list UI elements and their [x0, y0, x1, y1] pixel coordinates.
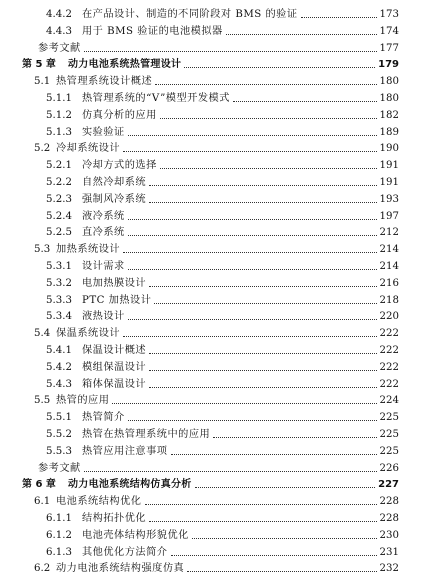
- toc-entry-title: 冷却方式的选择: [82, 160, 157, 172]
- toc-entry-number: 5.2: [34, 143, 51, 155]
- toc-entry-page: 222: [379, 345, 399, 356]
- dot-leader: [149, 387, 377, 388]
- toc-entry-title: 热管理系统设计概述: [56, 76, 153, 88]
- toc-entry-page: 232: [379, 563, 399, 575]
- toc-entry-number: 5.3.2: [46, 277, 72, 289]
- toc-entry-title: 热管应用注意事项: [82, 445, 168, 457]
- toc-entry-number: 5.3.4: [46, 311, 72, 323]
- toc-entry-number: 5.5: [34, 395, 51, 407]
- toc-entry-page: 220: [379, 311, 399, 323]
- dot-leader: [128, 269, 377, 270]
- dot-leader: [233, 101, 377, 102]
- dot-leader: [184, 67, 375, 68]
- toc-entry-title: 其他优化方法简介: [82, 546, 168, 558]
- toc-entry-title: PTC 加热设计: [82, 294, 152, 306]
- toc-entry-page: 222: [379, 361, 399, 373]
- toc-entry-number: 第 5 章: [22, 59, 56, 71]
- dot-leader: [149, 202, 377, 203]
- toc-entry-title: 直冷系统: [82, 227, 125, 239]
- toc-entry-number: 5.2.2: [46, 177, 72, 188]
- dot-leader: [195, 487, 375, 488]
- toc-entry-page: 197: [379, 210, 399, 222]
- toc-entry-page: 190: [379, 143, 399, 155]
- dot-leader: [187, 571, 377, 572]
- toc-entry-page: 225: [379, 412, 399, 424]
- toc-entry-number: 5.1.3: [46, 126, 72, 138]
- toc-entry-title: 电池壳体结构形貌优化: [82, 529, 189, 541]
- dot-leader: [160, 168, 377, 169]
- toc-entry-page: 226: [379, 462, 399, 474]
- dot-leader: [112, 403, 377, 404]
- toc-entry-page: 182: [379, 109, 399, 121]
- toc-entry-number: 5.2.4: [46, 210, 72, 222]
- toc-entry-title: 设计需求: [82, 261, 125, 272]
- toc-entry-number: 5.5.1: [46, 412, 72, 424]
- dot-leader: [213, 437, 377, 438]
- toc-entry-page: 230: [379, 529, 399, 541]
- toc-entry-number: 5.1.2: [46, 109, 72, 121]
- toc-entry-page: 191: [379, 177, 399, 188]
- toc-entry-page: 225: [379, 429, 399, 440]
- toc-entry-title: 在产品设计、制造的不同阶段对 BMS 的验证: [82, 9, 298, 20]
- toc-entry-page: 222: [379, 378, 399, 390]
- toc-entry-title: 保温设计概述: [82, 345, 147, 356]
- toc-entry-number: 5.2.5: [46, 227, 72, 239]
- toc-entry-page: 174: [379, 25, 399, 37]
- dot-leader: [128, 319, 377, 320]
- toc-entry-number: 4.4.3: [46, 25, 72, 37]
- dot-leader: [128, 219, 377, 220]
- toc-entry-number: 5.4.1: [46, 345, 72, 356]
- toc-entry-page: 228: [379, 496, 399, 508]
- toc-entry-title: 动力电池系统热管理设计: [68, 59, 182, 71]
- toc-entry-number: 5.5.2: [46, 429, 72, 440]
- toc-entry-title: 用于 BMS 验证的电池模拟器: [82, 25, 223, 37]
- toc-entry-title: 参考文献: [38, 462, 81, 474]
- toc-entry-title: 热管简介: [82, 412, 125, 424]
- toc-entry-page: 180: [379, 76, 399, 88]
- dot-leader: [171, 454, 377, 455]
- toc-entry-number: 6.1: [34, 496, 51, 508]
- toc-entry-page: 224: [379, 395, 399, 407]
- dot-leader: [128, 420, 377, 421]
- dot-leader: [149, 286, 377, 287]
- toc-entry-title: 热管在热管理系统中的应用: [82, 429, 211, 440]
- toc-entry-page: 214: [379, 261, 399, 272]
- dot-leader: [84, 471, 377, 472]
- toc-entry-title: 模组保温设计: [82, 361, 147, 373]
- toc-entry-page: 228: [379, 513, 399, 524]
- dot-leader: [123, 336, 377, 337]
- toc-entry-number: 5.2.3: [46, 193, 72, 205]
- toc-entry-title: 强制风冷系统: [82, 193, 147, 205]
- dot-leader: [155, 84, 377, 85]
- toc-entry-number: 第 6 章: [22, 479, 56, 491]
- dot-leader: [154, 303, 377, 304]
- toc-entry-number: 6.1.3: [46, 546, 72, 558]
- toc-entry-page: 227: [378, 479, 399, 491]
- dot-leader: [145, 504, 377, 505]
- dot-leader: [171, 555, 377, 556]
- toc-entry-number: 6.1.1: [46, 513, 72, 524]
- toc-entry[interactable]: [0, 558, 427, 579]
- toc-entry-page: 179: [378, 59, 399, 71]
- toc-entry-number: 5.4.2: [46, 361, 72, 373]
- toc-entry-page: 189: [379, 126, 399, 138]
- toc-entry-number: 5.3: [34, 244, 51, 256]
- toc-entry-title: 保温系统设计: [56, 328, 121, 340]
- toc-entry-page: 231: [379, 546, 399, 558]
- toc-entry-title: 冷却系统设计: [56, 143, 121, 155]
- dot-leader: [128, 135, 377, 136]
- toc-entry-title: 动力电池系统结构强度仿真: [56, 563, 185, 575]
- toc-entry-title: 结构拓扑优化: [82, 513, 147, 524]
- toc-entry-title: 热管的应用: [56, 395, 110, 407]
- dot-leader: [128, 235, 377, 236]
- dot-leader: [149, 353, 377, 354]
- dot-leader: [301, 17, 377, 18]
- toc-entry-title: 仿真分析的应用: [82, 109, 157, 121]
- toc-entry-number: 4.4.2: [46, 9, 72, 20]
- toc-entry-title: 自然冷却系统: [82, 177, 147, 188]
- toc-entry-page: 193: [379, 193, 399, 205]
- dot-leader: [149, 185, 377, 186]
- toc-entry-title: 加热系统设计: [56, 244, 121, 256]
- toc-entry-number: 5.5.3: [46, 445, 72, 457]
- dot-leader: [149, 521, 377, 522]
- toc-entry-page: 214: [379, 244, 399, 256]
- toc-entry-page: 177: [379, 42, 399, 54]
- dot-leader: [84, 51, 377, 52]
- toc-entry-page: 173: [379, 9, 399, 20]
- dot-leader: [192, 538, 377, 539]
- toc-entry-page: 222: [379, 328, 399, 340]
- toc-entry-title: 电加热膜设计: [82, 277, 147, 289]
- toc-entry-number: 5.2.1: [46, 160, 72, 172]
- toc-entry-page: 191: [379, 160, 399, 172]
- toc-entry-title: 动力电池系统结构仿真分析: [68, 479, 192, 491]
- toc-entry-title: 液冷系统: [82, 210, 125, 222]
- toc-entry-number: 5.3.1: [46, 261, 72, 272]
- dot-leader: [160, 118, 377, 119]
- toc-entry-number: 5.1.1: [46, 93, 72, 104]
- toc-entry-number: 5.4.3: [46, 378, 72, 390]
- dot-leader: [123, 252, 377, 253]
- dot-leader: [123, 151, 377, 152]
- toc-entry-title: 实验验证: [82, 126, 125, 138]
- toc-entry-number: 6.1.2: [46, 529, 72, 541]
- toc-entry-number: 5.4: [34, 328, 51, 340]
- toc-entry-title: 参考文献: [38, 42, 81, 54]
- toc-entry-title: 电池系统结构优化: [56, 496, 142, 508]
- toc-entry-title: 液热设计: [82, 311, 125, 323]
- toc-entry-title: 箱体保温设计: [82, 378, 147, 390]
- toc-entry-page: 180: [379, 93, 399, 104]
- toc-entry-number: 5.3.3: [46, 294, 72, 306]
- dot-leader: [226, 34, 377, 35]
- toc-entry-number: 6.2: [34, 563, 51, 575]
- toc-entry-page: 218: [379, 294, 399, 306]
- toc-entry-page: 212: [379, 227, 399, 239]
- toc-entry-number: 5.1: [34, 76, 51, 88]
- dot-leader: [149, 370, 377, 371]
- toc-entry-title: 热管理系统的“V”模型开发模式: [82, 93, 230, 104]
- toc-entry-page: 216: [379, 277, 399, 289]
- toc-entry-page: 225: [379, 445, 399, 457]
